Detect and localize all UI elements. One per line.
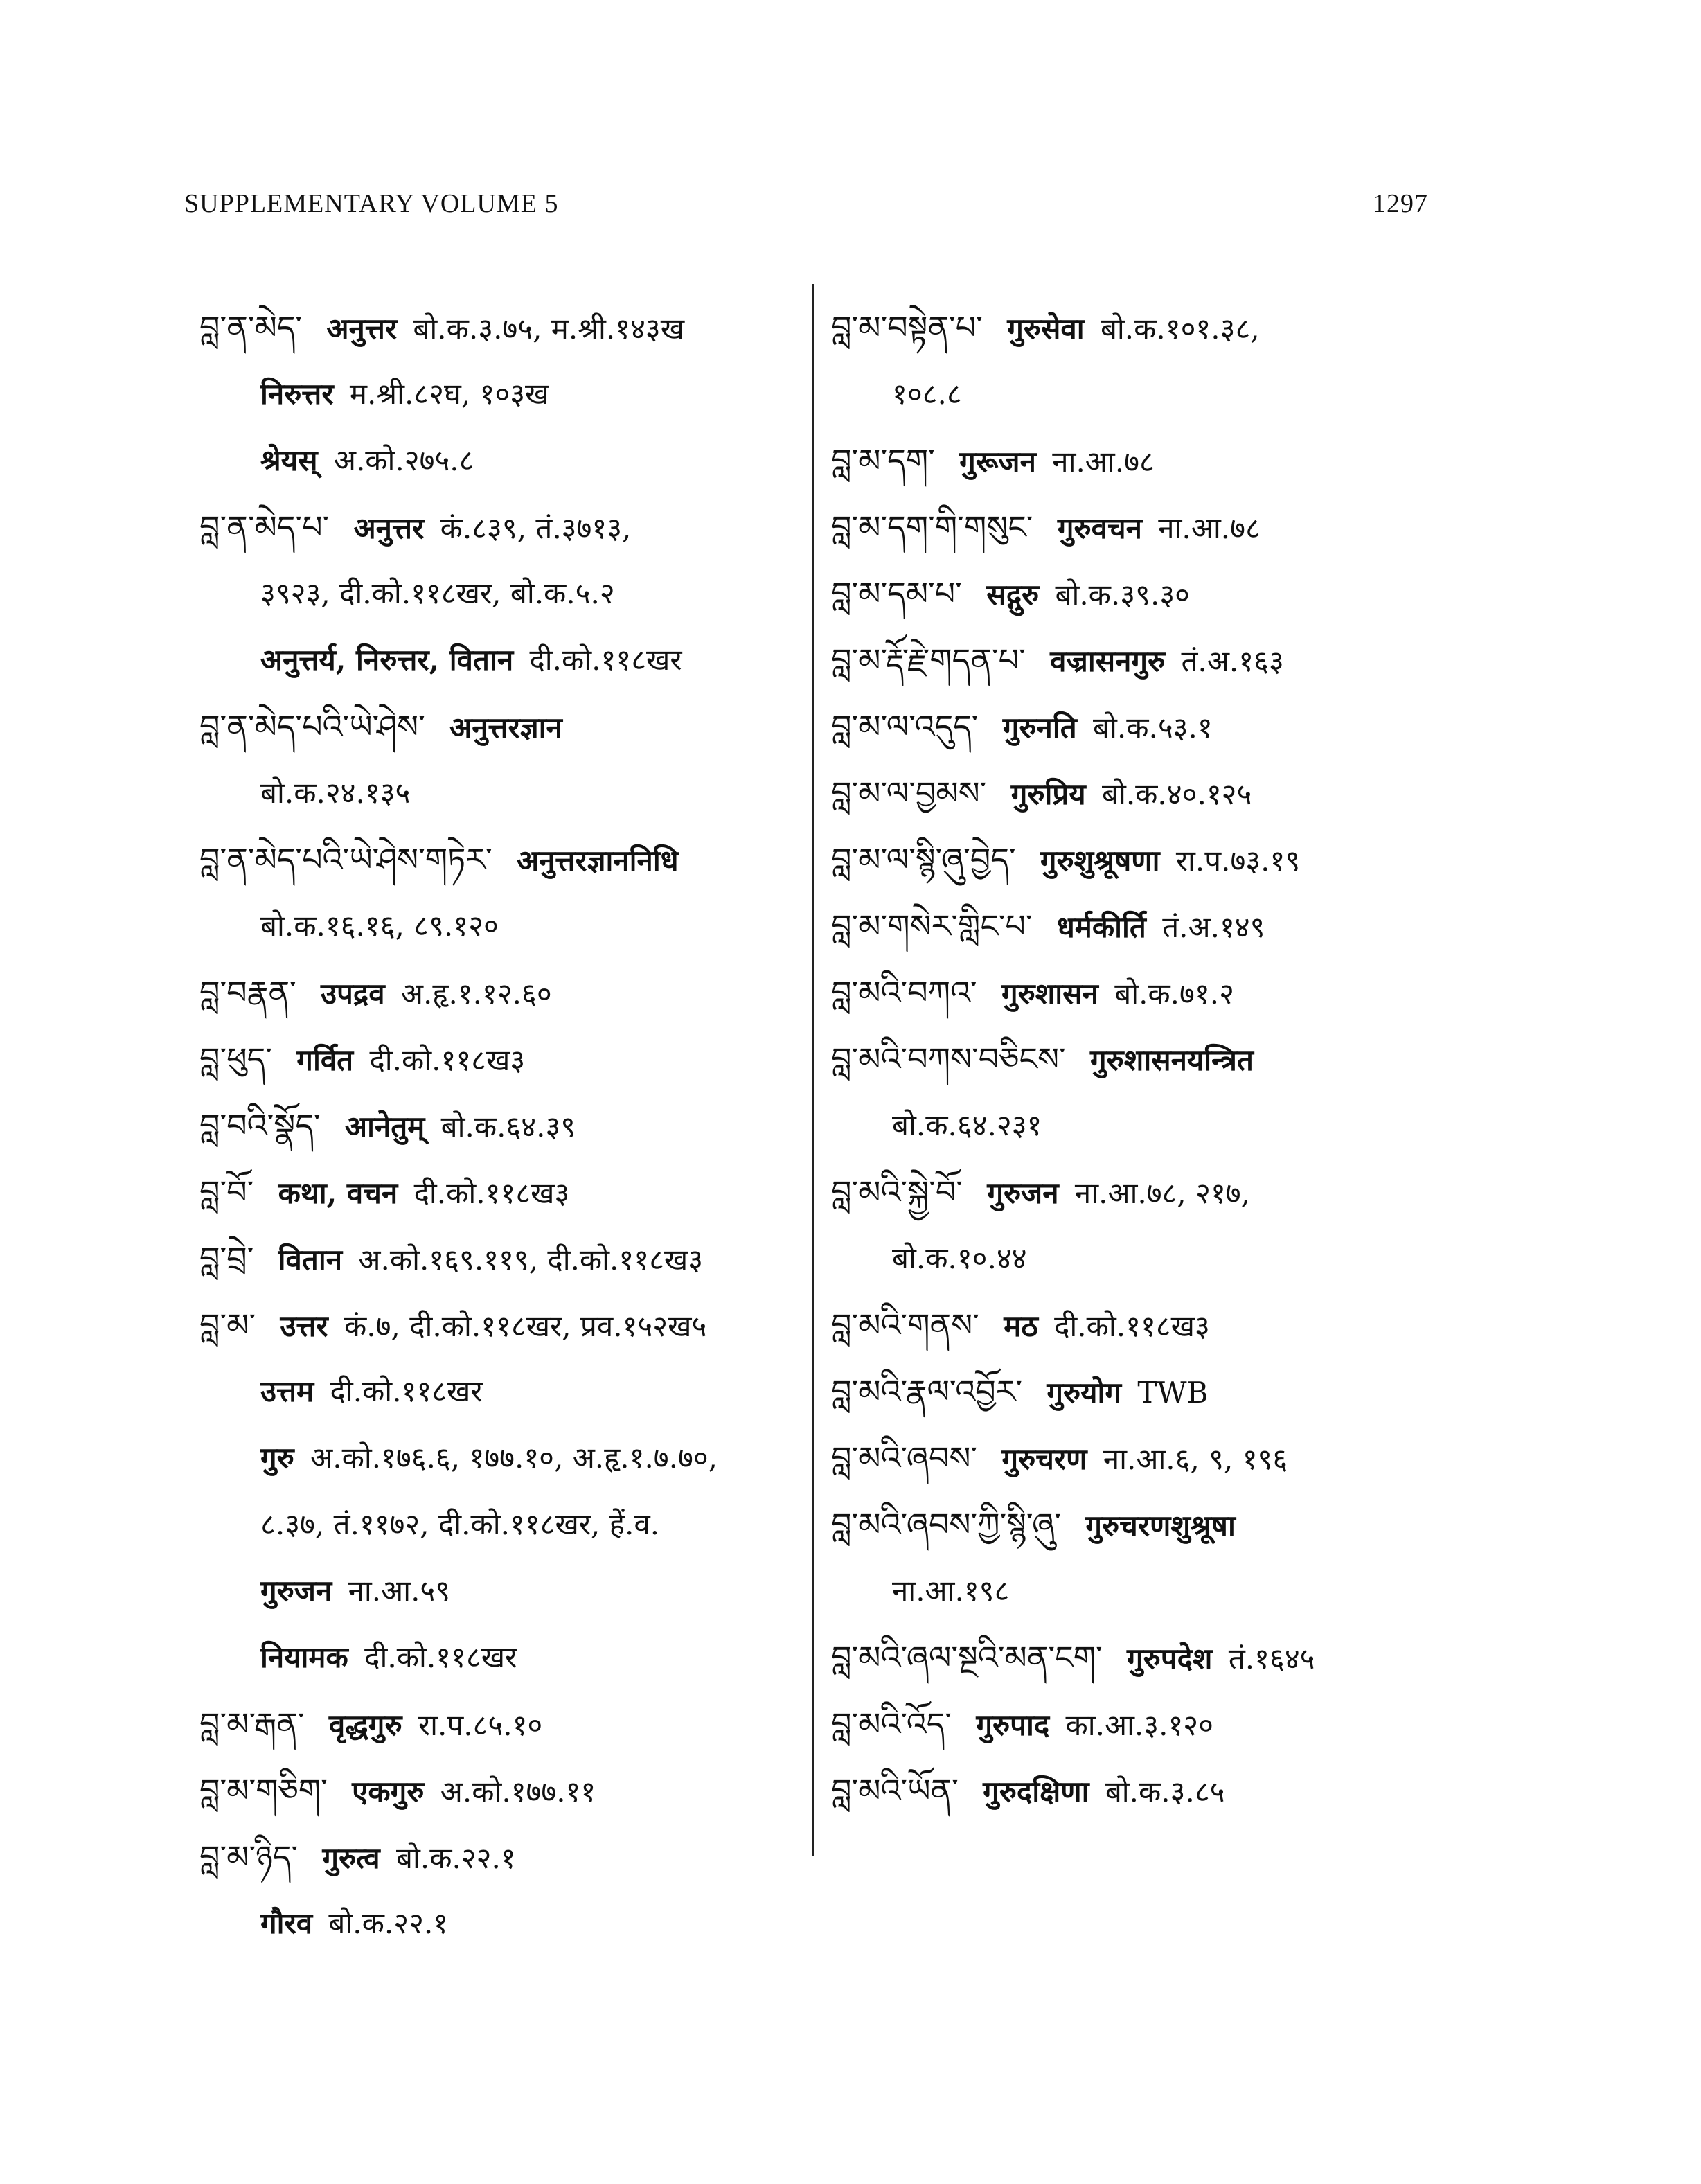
tibetan-headword: བླ་མ་ལ་སྙི་ཞུ་བྱེད་ — [831, 841, 1016, 878]
dictionary-entry — [831, 294, 1454, 361]
sanskrit-equivalent: गुरुजन — [987, 1176, 1059, 1210]
tibetan-headword: བླ་མའི་རྣལ་འབྱོར་ — [831, 1373, 1023, 1410]
source-reference: बो.क.१०.४४ — [892, 1241, 1027, 1275]
source-reference: तं.अ.१४९ — [1162, 910, 1265, 944]
source-reference: बो.क.३९.३० — [1055, 578, 1190, 612]
entry-continuation-line — [831, 361, 1454, 427]
tibetan-headword: བླ་མ་ལ་འདུད་ — [831, 708, 979, 745]
source-reference: ३९२३, दी.को.११८खर, बो.क.५.२ — [260, 576, 615, 610]
sanskrit-equivalent: अनुत्तरज्ञान — [449, 711, 562, 745]
tibetan-headword: བླ་མ་དག་གི་གསུང་ — [831, 508, 1033, 546]
tibetan-headword: བླ་ན་མེད་པ་ — [199, 508, 330, 546]
source-reference: तं.१६४५ — [1228, 1642, 1315, 1676]
entry-continuation-line — [199, 1624, 809, 1691]
tibetan-headword: བླ་ཕུད་ — [199, 1040, 272, 1078]
page-header — [184, 188, 1428, 230]
source-reference: रा.प.८५.१० — [418, 1708, 543, 1742]
dictionary-entry — [831, 1691, 1454, 1757]
sanskrit-equivalent: गुरुशासनयन्त्रित — [1090, 1043, 1254, 1077]
source-reference: बो.क.१०१.३८, — [1100, 312, 1260, 346]
source-reference: दी.को.११८खर — [330, 1374, 483, 1408]
sanskrit-equivalent: सद्गुरु — [986, 578, 1040, 612]
sanskrit-equivalent: वज्रासनगुरु — [1050, 644, 1166, 678]
source-reference: दी.को.११८खर — [529, 643, 682, 677]
tibetan-headword: བླ་མ་གསེར་གླིང་པ་ — [831, 907, 1033, 945]
sanskrit-equivalent: गौरव — [260, 1906, 313, 1940]
dictionary-entry — [831, 1358, 1454, 1425]
sanskrit-equivalent: गुरु — [260, 1441, 294, 1475]
sanskrit-equivalent: गुरुसेवा — [1007, 312, 1085, 346]
sanskrit-equivalent: वितान — [278, 1243, 343, 1277]
source-reference: का.आ.३.१२० — [1065, 1708, 1213, 1742]
source-reference: बो.क.२२.१ — [395, 1841, 516, 1875]
dictionary-entry — [199, 693, 809, 760]
tibetan-headword: བླ་བའི་སྣོད་ — [199, 1107, 321, 1144]
dictionary-entry — [831, 1026, 1454, 1092]
tibetan-headword: བླ་མ་ཉིད་ — [199, 1838, 299, 1876]
entry-continuation-line — [831, 1225, 1454, 1292]
tibetan-headword: བླ་མ་གཅིག་ — [199, 1772, 328, 1809]
tibetan-headword: བླ་མའི་སྐྱེ་བོ་ — [831, 1173, 963, 1211]
sanskrit-equivalent: गुरुप्रिय — [1010, 777, 1086, 811]
sanskrit-equivalent: गुरुपाद — [976, 1708, 1050, 1742]
source-reference: ८.३७, तं.११७२, दी.को.११८खर, हें.व. — [260, 1507, 660, 1541]
tibetan-headword: བླ་མ་ལ་བྱམས་ — [831, 774, 987, 812]
sanskrit-equivalent: गुरुयोग — [1047, 1376, 1122, 1410]
page-number: 1297 — [1373, 189, 1428, 218]
source-reference: अ.को.१७६.६, १७७.१०, अ.हृ.१.७.७०, — [310, 1441, 718, 1475]
sanskrit-equivalent: गर्वित — [296, 1043, 354, 1077]
tibetan-headword: བླ་མའི་བཀའ་ — [831, 974, 977, 1011]
source-reference: अ.को.१६९.११९, दी.को.११८ख३ — [358, 1243, 704, 1277]
dictionary-entry — [831, 1491, 1454, 1558]
source-reference: बो.क.२२.१ — [328, 1906, 449, 1940]
dictionary-entry — [199, 826, 809, 893]
tibetan-headword: བླ་མའི་འོད་ — [831, 1705, 952, 1743]
dictionary-entry — [199, 959, 809, 1026]
source-reference: दी.को.११८खर — [364, 1640, 517, 1674]
sanskrit-equivalent: अनुत्तर — [326, 312, 398, 346]
tibetan-headword: བླ་ན་མེད་པའི་ཡེ་ཤེས་གཏེར་ — [199, 841, 492, 878]
source-reference: दी.को.११८ख३ — [413, 1176, 570, 1210]
sanskrit-equivalent: उत्तर — [280, 1309, 328, 1343]
source-reference: अ.हृ.१.१२.६० — [400, 977, 552, 1011]
entry-continuation-line — [199, 361, 809, 427]
entry-continuation-line — [199, 1491, 809, 1558]
sanskrit-equivalent: आनेतुम् — [344, 1110, 425, 1144]
dictionary-entry — [831, 959, 1454, 1026]
source-reference: ना.आ.७८, २१७, — [1074, 1176, 1250, 1210]
dictionary-entry — [831, 1292, 1454, 1358]
entry-continuation-line — [199, 1425, 809, 1491]
sanskrit-equivalent: गुरुपदेश — [1127, 1642, 1213, 1676]
dictionary-entry — [831, 560, 1454, 627]
sanskrit-equivalent: उपद्रव — [321, 977, 385, 1011]
entry-continuation-line — [199, 627, 809, 693]
source-reference: बो.क.१६.१६, ८९.१२० — [260, 909, 499, 943]
source-reference: ना.आ.७८ — [1158, 511, 1261, 545]
entry-continuation-line — [199, 427, 809, 494]
dictionary-entry — [831, 1624, 1454, 1691]
tibetan-headword: བླ་མ་དམ་པ་ — [831, 575, 962, 612]
dictionary-entry — [831, 1757, 1454, 1824]
source-reference: अ.को.२७५.८ — [333, 443, 474, 477]
tibetan-headword: བླ་མའི་ཞབས་ — [831, 1439, 978, 1477]
entry-continuation-line — [199, 1558, 809, 1624]
sanskrit-equivalent: धर्मकीर्ति — [1056, 910, 1146, 944]
source-reference: बो.क.६४.२३१ — [892, 1108, 1042, 1142]
sanskrit-equivalent: गुरुवचन — [1057, 511, 1142, 545]
tibetan-headword: བླ་མའི་ཡོན་ — [831, 1772, 959, 1809]
tibetan-headword: བླ་མའི་ཞབས་ཀྱི་སྙི་ཞུ་ — [831, 1506, 1062, 1543]
source-reference: ना.आ.७८ — [1052, 445, 1155, 479]
dictionary-entry — [199, 1691, 809, 1757]
source-reference: बो.क.२४.१३५ — [260, 776, 411, 810]
dictionary-entry — [831, 693, 1454, 760]
tibetan-headword: བླ་མ་ — [199, 1306, 256, 1344]
source-reference: TWB — [1137, 1376, 1209, 1410]
dictionary-entry — [831, 627, 1454, 693]
source-reference: म.श्री.८२घ, १०३ख — [349, 377, 549, 411]
source-reference: दी.को.११८ख३ — [1054, 1309, 1210, 1343]
entry-continuation-line — [199, 1358, 809, 1425]
dictionary-entry — [831, 1425, 1454, 1491]
entry-continuation-line — [831, 1558, 1454, 1624]
sanskrit-equivalent: अनुत्तरज्ञाननिधि — [516, 844, 679, 878]
sanskrit-equivalent: कथा, वचन — [278, 1176, 398, 1210]
tibetan-headword: བླ་ན་མེད་ — [199, 309, 303, 346]
source-reference: तं.अ.१६३ — [1181, 644, 1284, 678]
tibetan-headword: བླ་མ་རྒན་ — [199, 1705, 305, 1743]
sanskrit-equivalent: निरुत्तर — [260, 377, 334, 411]
left-column — [199, 294, 809, 1957]
sanskrit-equivalent: अनुत्तर्य, निरुत्तर, वितान — [260, 643, 514, 677]
tibetan-headword: བླ་བོ་ — [199, 1173, 254, 1211]
dictionary-entry — [831, 826, 1454, 893]
sanskrit-equivalent: गुरुचरण — [1001, 1442, 1087, 1476]
tibetan-headword: བླ་མའི་གནས་ — [831, 1306, 979, 1344]
right-column — [831, 294, 1454, 1824]
tibetan-headword: བླ་མ་བསྟེན་པ་ — [831, 309, 983, 346]
dictionary-entry — [831, 760, 1454, 826]
dictionary-entry — [199, 1757, 809, 1824]
source-reference: बो.क.६४.३९ — [440, 1110, 576, 1144]
sanskrit-equivalent: गुरुत्व — [322, 1841, 380, 1875]
tibetan-headword: བླ་མ་དག་ — [831, 442, 935, 479]
sanskrit-equivalent: गुरुशुश्रूषणा — [1040, 844, 1160, 878]
sanskrit-equivalent: गुरुनति — [1002, 711, 1077, 745]
sanskrit-equivalent: उत्तम — [260, 1374, 314, 1408]
source-reference: बो.क.३.८५ — [1105, 1775, 1225, 1809]
dictionary-entry — [199, 1026, 809, 1092]
dictionary-entry — [199, 1292, 809, 1358]
sanskrit-equivalent: नियामक — [260, 1640, 348, 1674]
source-reference: ना.आ.५९ — [348, 1574, 451, 1608]
tibetan-headword: བླ་ན་མེད་པའི་ཡེ་ཤེས་ — [199, 708, 425, 745]
dictionary-entry — [199, 1159, 809, 1225]
tibetan-headword: བླ་མའི་བཀས་བཅིངས་ — [831, 1040, 1066, 1078]
source-reference: दी.को.११८ख३ — [369, 1043, 526, 1077]
tibetan-headword: བླ་མ་རྡོ་རྗེ་གདན་པ་ — [831, 641, 1026, 679]
sanskrit-equivalent: मठ — [1004, 1309, 1038, 1343]
sanskrit-equivalent: श्रेयस् — [260, 443, 318, 477]
source-reference: कं.७, दी.को.११८खर, प्रव.१५२ख५ — [344, 1309, 707, 1343]
entry-continuation-line — [199, 893, 809, 959]
dictionary-entry — [199, 494, 809, 560]
tibetan-headword: བླ་བྲེ་ — [199, 1240, 254, 1277]
tibetan-headword: བླ་མའི་ཞལ་སྔའི་མན་ངག་ — [831, 1639, 1103, 1676]
source-reference: बो.क.५३.१ — [1093, 711, 1213, 745]
source-reference: अ.को.१७७.११ — [440, 1775, 596, 1809]
sanskrit-equivalent: एकगुरु — [352, 1775, 425, 1809]
source-reference: बो.क.३.७५, म.श्री.१४३ख — [413, 312, 685, 346]
sanskrit-equivalent: गुरुशासन — [1001, 977, 1098, 1011]
dictionary-entry — [831, 427, 1454, 494]
dictionary-entry — [831, 1159, 1454, 1225]
source-reference: बो.क.७१.२ — [1114, 977, 1234, 1011]
dictionary-entry — [199, 1225, 809, 1292]
sanskrit-equivalent: गुरुचरणशुश्रूषा — [1085, 1509, 1236, 1543]
source-reference: १०८.८ — [892, 377, 962, 411]
source-reference: कं.८३९, तं.३७१३, — [440, 511, 632, 545]
source-reference: रा.प.७३.१९ — [1175, 844, 1301, 878]
dictionary-entry — [831, 893, 1454, 959]
sanskrit-equivalent: अनुत्तर — [353, 511, 425, 545]
tibetan-headword: བླ་བརྣན་ — [199, 974, 296, 1011]
dictionary-entry — [199, 294, 809, 361]
entry-continuation-line — [199, 1890, 809, 1957]
source-reference: ना.आ.१९८ — [892, 1574, 1010, 1608]
dictionary-entry — [199, 1092, 809, 1159]
entry-continuation-line — [199, 560, 809, 627]
dictionary-entry — [831, 494, 1454, 560]
sanskrit-equivalent: वृद्धगुरु — [328, 1708, 402, 1742]
entry-continuation-line — [199, 760, 809, 826]
sanskrit-equivalent: गुरुजन — [260, 1574, 332, 1608]
source-reference: बो.क.४०.१२५ — [1101, 777, 1252, 811]
source-reference: ना.आ.६, ९, १९६ — [1103, 1442, 1288, 1476]
sanskrit-equivalent: गुरूजन — [959, 445, 1036, 479]
dictionary-entry — [199, 1824, 809, 1890]
column-divider — [812, 284, 814, 1856]
entry-continuation-line — [831, 1092, 1454, 1159]
running-title: SUPPLEMENTARY VOLUME 5 — [184, 189, 559, 218]
sanskrit-equivalent: गुरुदक्षिणा — [983, 1775, 1089, 1809]
